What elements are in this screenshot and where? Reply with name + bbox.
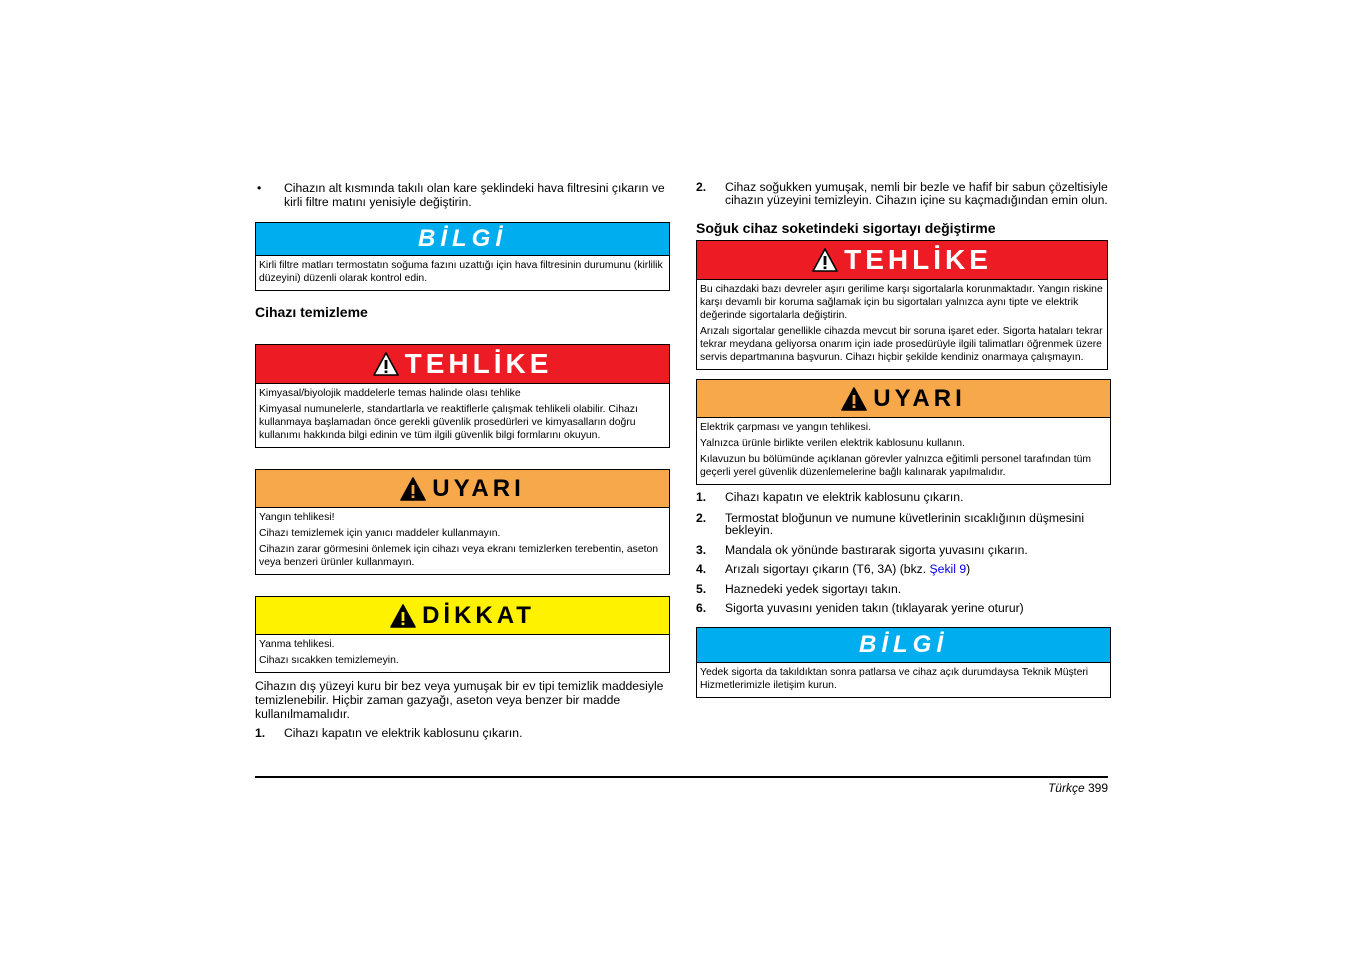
warning-text-3: Cihazın zarar görmesini önlemek için cihazı veya ekranı temizlerken terebentin, aseton veya benzeri ürünler kullanmayın.	[259, 544, 659, 568]
warning-triangle-icon	[812, 248, 838, 272]
step-text: Cihazı kapatın ve elektrik kablosunu çıkarın.	[284, 726, 523, 740]
warning-text-1: Yangın tehlikesi!	[259, 512, 335, 523]
step-number: 4.	[696, 562, 707, 576]
warning-header	[256, 470, 669, 508]
section-heading: Soğuk cihaz soketindeki sigortayı değiştirme	[696, 220, 996, 236]
danger-text-1: Kimyasal/biyolojik maddelerle temas halinde olası tehlike	[259, 388, 521, 399]
danger-text-2: Arızalı sigortalar genellikle cihazda mevcut bir soruna işaret eder. Sigorta hataları tekrar tekrar meydana geliyorsa onarım için iade prosedürüyle ilgili talimatları öğrenmek üzere servis departmanına başvurun. Cihazı hiçbir şekilde kendiniz onarmaya çalışmayın.	[700, 326, 1103, 363]
warning-text-1: Elektrik çarpması ve yangın tehlikesi.	[700, 422, 871, 433]
step-number: 2.	[696, 180, 707, 194]
step-item	[696, 583, 1111, 596]
step-item	[255, 727, 670, 740]
info-title: BİLGİ	[418, 225, 507, 252]
step-text: Termostat bloğunun ve numune küvetlerinin sıcaklığının düşmesini bekleyin.	[725, 510, 1085, 537]
footer-divider	[255, 776, 1108, 778]
step-text-before: Arızalı sigortayı çıkarın (T6, 3A) (bkz.	[725, 562, 930, 576]
caution-text-1: Yanma tehlikesi.	[259, 639, 335, 650]
figure-link[interactable]: Şekil 9	[929, 562, 967, 576]
bullet-mark: •	[257, 181, 262, 195]
step-number: 6.	[696, 601, 707, 615]
caution-header	[256, 597, 669, 635]
info-title: BİLGİ	[859, 630, 948, 658]
warning-triangle-icon	[400, 477, 426, 501]
step-item	[696, 512, 1111, 537]
warning-box	[255, 469, 670, 575]
step-number: 1.	[696, 490, 707, 504]
info-box	[696, 627, 1111, 698]
danger-title: TEHLİKE	[404, 348, 553, 379]
warning-text-2: Cihazı temizlemek için yanıcı maddeler kullanmayın.	[259, 528, 501, 539]
danger-header	[697, 241, 1107, 280]
caution-text-2: Cihazı sıcakken temizlemeyin.	[259, 655, 399, 666]
footer-language: Türkçe	[1047, 781, 1085, 795]
page-footer	[1048, 781, 1108, 795]
warning-text-3: Kılavuzun bu bölümünde açıklanan görevler yalnızca eğitimli personel tarafından tüm geçerli yerel güvenlik düzenlemelerine bağlı kalınarak yapılmalıdır.	[700, 454, 1092, 478]
warning-content	[697, 418, 1110, 484]
info-content	[697, 663, 1110, 697]
warning-triangle-icon	[373, 352, 399, 376]
step-item	[696, 181, 1111, 206]
danger-content	[697, 280, 1107, 369]
step-item	[696, 544, 1111, 557]
warning-box	[696, 379, 1111, 485]
cleaning-paragraph: Cihazın dış yüzeyi kuru bir bez veya yumuşak bir ev tipi temizlik maddesiyle temizlenebilir. Hiçbir zaman gazyağı, aseton veya benzer bir madde kullanılmamalıdır.	[255, 679, 664, 721]
warning-triangle-icon	[390, 604, 416, 628]
step-text: Mandala ok yönünde bastırarak sigorta yuvasını çıkarın.	[725, 542, 1028, 557]
step-text: Sigorta yuvasını yeniden takın (tıklayarak yerine oturur)	[725, 601, 1024, 615]
section-heading: Cihazı temizleme	[255, 304, 368, 320]
right-column	[696, 180, 1111, 698]
step-text: Cihaz soğukken yumuşak, nemli bir bezle ve hafif bir sabun çözeltisiyle cihazın yüzeyini temizleyin. Cihazın içine su kaçmadığından emin olun.	[725, 180, 1108, 207]
danger-content	[256, 384, 669, 447]
step-number: 1.	[255, 726, 266, 740]
step-number: 3.	[696, 542, 707, 557]
warning-title: UYARI	[873, 384, 966, 412]
step-list	[696, 491, 1111, 615]
danger-title: TEHLİKE	[844, 244, 992, 275]
bullet-text: Cihazın alt kısmında takılı olan kare şeklindeki hava filtresini çıkarın ve kirli filtre matını yenisiyle değiştirin.	[284, 181, 665, 209]
step-text-after: )	[966, 562, 971, 576]
step-item	[696, 491, 1111, 504]
step-text: Haznedeki yedek sigortayı takın.	[725, 581, 902, 596]
danger-text-2: Kimyasal numunelerle, standartlarla ve reaktiflerle çalışmak tehlikeli olabilir. Cihazı kullanmaya başlamadan önce gerekli güvenlik prosedürleri ve kimyasalların doğru kullanımı hakkında bilgi edinin ve tüm ilgili güvenlik bilgi formlarını okuyun.	[259, 404, 638, 441]
warning-text-2: Yalnızca ürünle birlikte verilen elektrik kablosunu kullanın.	[700, 438, 965, 449]
step-number: 2.	[696, 510, 707, 525]
step-text: Cihazı kapatın ve elektrik kablosunu çıkarın.	[725, 490, 964, 504]
danger-box	[696, 240, 1108, 370]
caution-title: DİKKAT	[422, 601, 535, 629]
warning-title: UYARI	[432, 474, 525, 502]
page-number: 399	[1087, 781, 1108, 795]
danger-box	[255, 344, 670, 448]
caution-content	[256, 635, 669, 672]
warning-content	[256, 508, 669, 574]
caution-box	[255, 596, 670, 673]
info-box	[255, 222, 670, 291]
warning-triangle-icon	[841, 387, 867, 411]
left-column	[255, 180, 670, 740]
warning-header	[697, 380, 1110, 418]
info-content	[256, 256, 669, 290]
step-number: 5.	[696, 581, 707, 596]
danger-text-1: Bu cihazdaki bazı devreler aşırı gerilime karşı sigortalarla korunmaktadır. Yangın riskine karşı devamlı bir koruma sağlamak için bu sigortaları yalnızca aynı tipte ve elektrik değerinde sigortalarla değiştirin.	[700, 284, 1103, 321]
step-item	[696, 563, 1111, 576]
danger-header	[256, 345, 669, 384]
info-header	[697, 628, 1110, 663]
bullet-item	[255, 181, 670, 209]
step-text	[725, 563, 970, 576]
step-item	[696, 602, 1111, 615]
info-header	[256, 223, 669, 256]
info-text: Kirli filtre matları termostatın soğuma fazını uzattığı için hava filtresinin durumunu (kirlilik düzeyini) düzenli olarak kontrol edin.	[259, 260, 663, 284]
info-text: Yedek sigorta da takıldıktan sonra patlarsa ve cihaz açık durumdaysa Teknik Müşteri Hizmetlerimizle iletişim kurun.	[700, 666, 1089, 691]
